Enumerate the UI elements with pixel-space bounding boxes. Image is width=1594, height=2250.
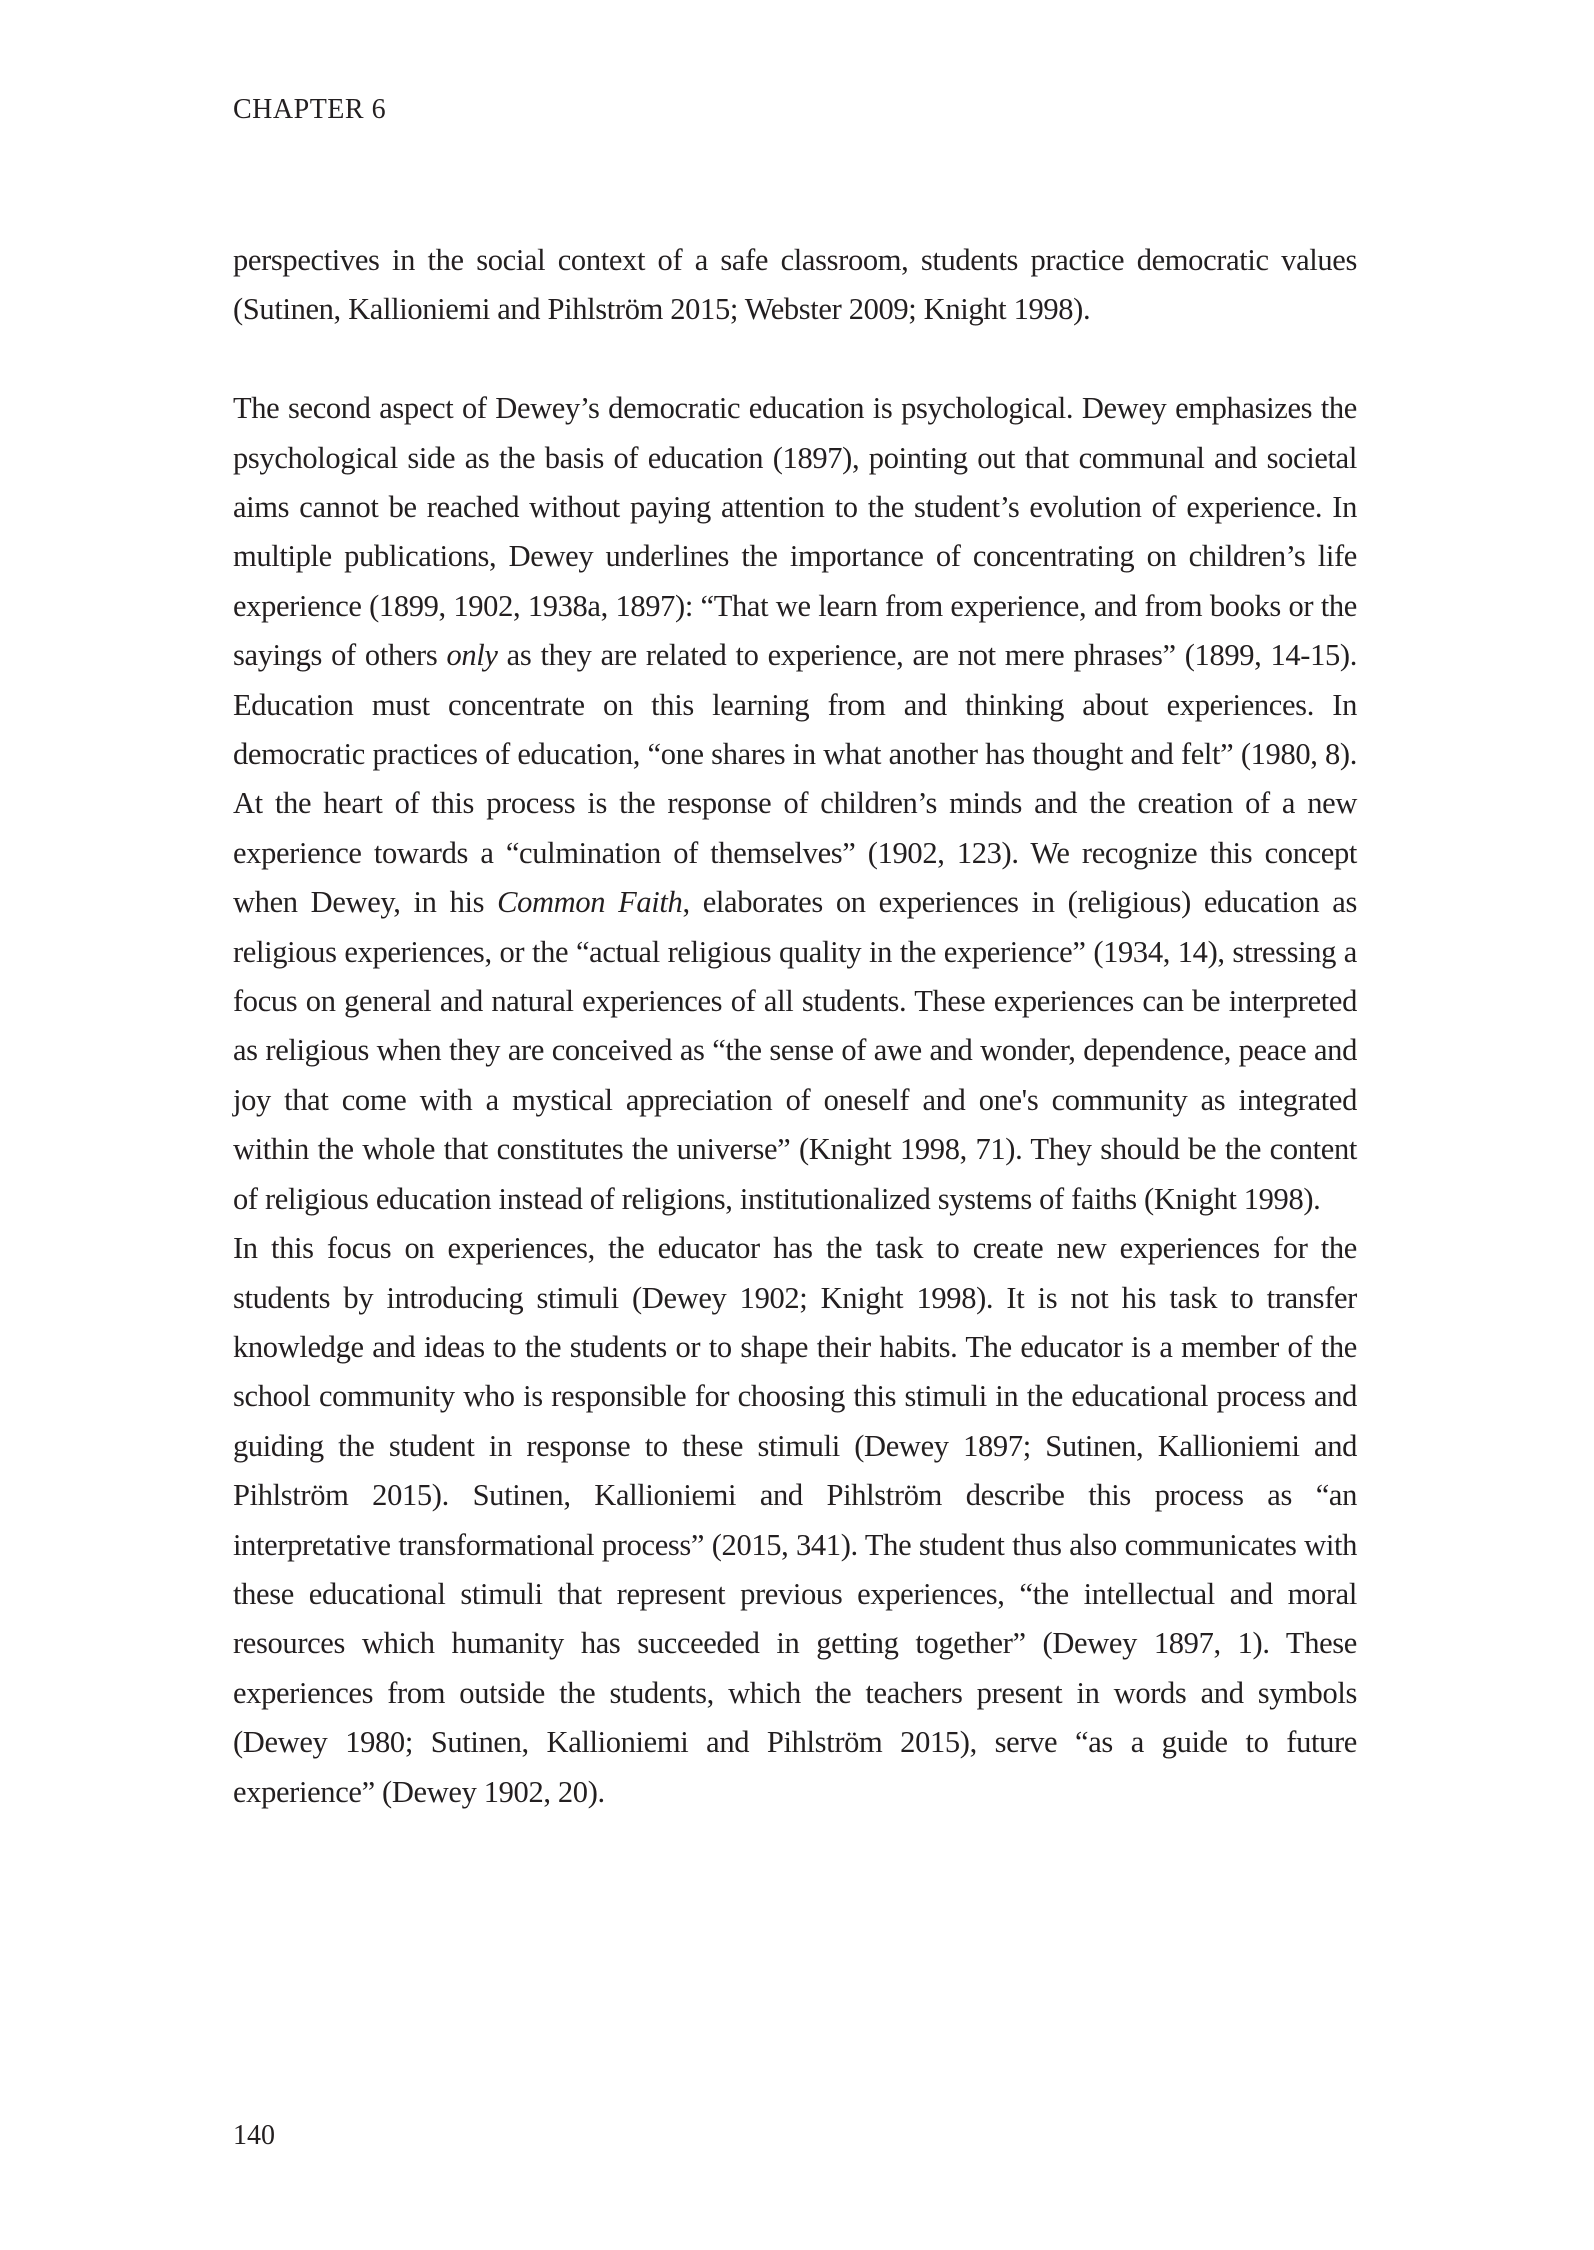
text-segment: as they are related to experience, are not mere phrases” (1899, 14-15). Education must concentrate on this learning from and thinking about experiences. In democratic practices of education, “one shares in what another has thought and felt” (1980, 8). At the heart of this process is the response of children’s minds and the creation of a new experience towards a “culmination of themselves” (1902, 123). We recognize this concept when Dewey, in his: [233, 638, 1357, 920]
paragraph: [233, 236, 1357, 335]
body-text: [233, 236, 1357, 1817]
paragraph: [233, 1224, 1357, 1817]
text-segment: The second aspect of Dewey’s democratic education is psychological. Dewey emphasizes the psychological side as the basis of education (1897), pointing out that communal and societal aims cannot be reached without paying attention to the student’s evolution of experience. In multiple publications, Dewey underlines the importance of concentrating on children’s life experience (1899, 1902, 1938a, 1897): “That we learn from experience, and from books or the sayings of others: [233, 391, 1357, 673]
running-head: CHAPTER 6: [233, 94, 387, 125]
text-segment: perspectives in the social context of a safe classroom, students practice democratic values (Sutinen, Kallioniemi and Pihlström 2015; Webster 2009; Knight 1998).: [233, 243, 1357, 327]
book-title: Common Faith: [497, 885, 683, 920]
page-number: 140: [233, 2120, 275, 2151]
text-segment: In this focus on experiences, the educator has the task to create new experiences for the students by introducing stimuli (Dewey 1902; Knight 1998). It is not his task to transfer knowledge and ideas to the students or to shape their habits. The educator is a member of the school community who is responsible for choosing this stimuli in the educational process and guiding the student in response to these stimuli (Dewey 1897; Sutinen, Kallioniemi and Pihlström 2015). Sutinen, Kallioniemi and Pihlström describe this process as “an interpretative transformational process” (2015, 341). The student thus also communicates with these educational stimuli that represent previous experiences, “the intellectual and moral resources which humanity has succeeded in getting together” (Dewey 1897, 1). These experiences from outside the students, which the teachers present in words and symbols (Dewey 1980; Sutinen, Kallioniemi and Pihlström 2015), serve “as a guide to future experience” (Dewey 1902, 20).: [233, 1231, 1357, 1809]
text-segment: , elaborates on experiences in (religious) education as religious experiences, or the “actual religious quality in the experience” (1934, 14), stressing a focus on general and natural experiences of all students. These experiences can be interpreted as religious when they are conceived as “the sense of awe and wonder, dependence, peace and joy that come with a mystical appreciation of oneself and one's community as integrated within the whole that constitutes the universe” (Knight 1998, 71). They should be the content of religious education instead of religions, institutionalized systems of faiths (Knight 1998).: [233, 885, 1357, 1216]
paragraph: [233, 384, 1357, 1224]
emphasis-text: only: [446, 638, 498, 673]
